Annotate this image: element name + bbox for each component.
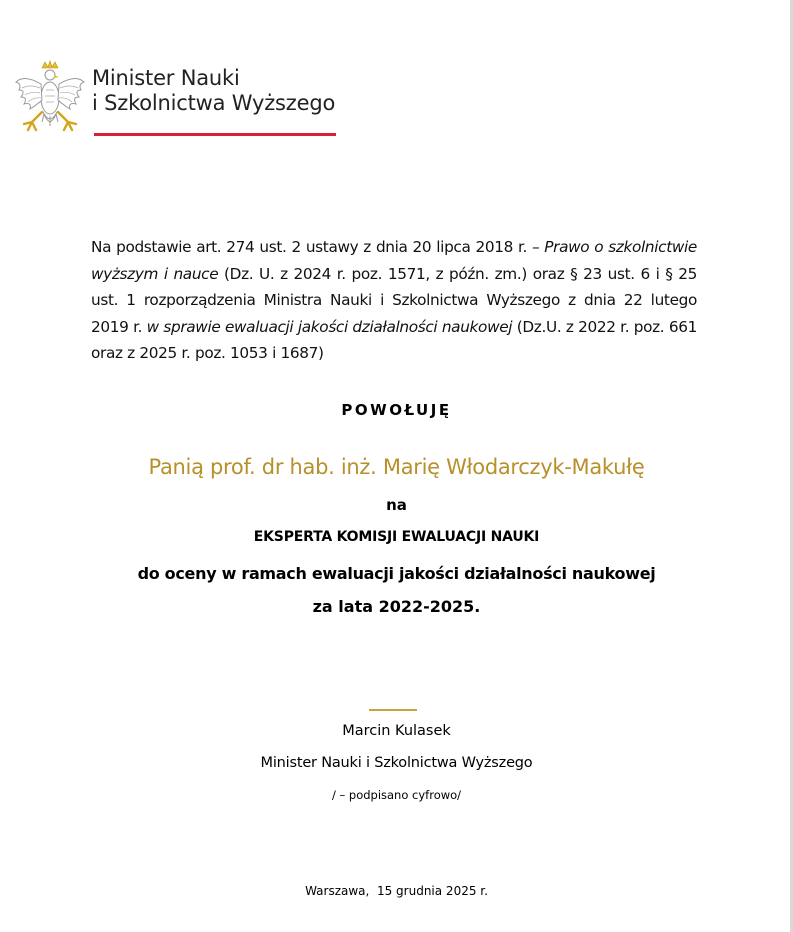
signature-line: [369, 709, 417, 711]
regulation-title: w sprawie ewaluacji jakości działalności naukowej: [146, 317, 513, 336]
ministry-name-line1: Minister Nauki: [92, 66, 240, 90]
appointment-purpose: do oceny w ramach ewaluacji jakości działalności naukowej: [137, 564, 656, 583]
legal-basis-part3: (Dz.U. z 2022 r. poz. 661 oraz z 2025 r. poz. 1053 i 1687): [91, 317, 697, 362]
appointment-heading: POWOŁUJĘ: [341, 401, 452, 419]
place-and-date: Warszawa, 15 grudnia 2025 r.: [305, 884, 488, 898]
appointment-connector: na: [386, 496, 407, 514]
ministry-name: [92, 66, 335, 116]
appointee-name: Panią prof. dr hab. inż. Marię Włodarczyk-Makułę: [148, 455, 645, 479]
act-title: Prawo o szkolnictwie wyższym i nauce: [91, 238, 697, 283]
signer-name: Marcin Kulasek: [342, 723, 451, 739]
legal-basis-part1: Na podstawie art. 274 ust. 2 ustawy z dnia 20 lipca 2018 r. –: [91, 238, 545, 256]
legal-basis-part2: (Dz. U. z 2024 r. poz. 1571, z późn. zm.) oraz § 23 ust. 6 i § 25 ust. 1 rozporządzenia Ministra Nauki i Szkolnictwa Wyższego z dnia 22 lutego 2019 r.: [91, 264, 698, 336]
signer-title: Minister Nauki i Szkolnictwa Wyższego: [260, 755, 533, 771]
appointment-period: za lata 2022-2025.: [312, 597, 481, 616]
white-eagle-emblem-icon: [14, 60, 86, 138]
ministry-name-line2: i Szkolnictwa Wyższego: [92, 91, 336, 115]
digital-signature-note: / – podpisano cyfrowo/: [331, 788, 462, 802]
legal-basis-paragraph: [91, 234, 697, 367]
header-red-line: [94, 133, 336, 136]
appointment-role: EKSPERTA KOMISJI EWALUACJI NAUKI: [253, 529, 540, 545]
